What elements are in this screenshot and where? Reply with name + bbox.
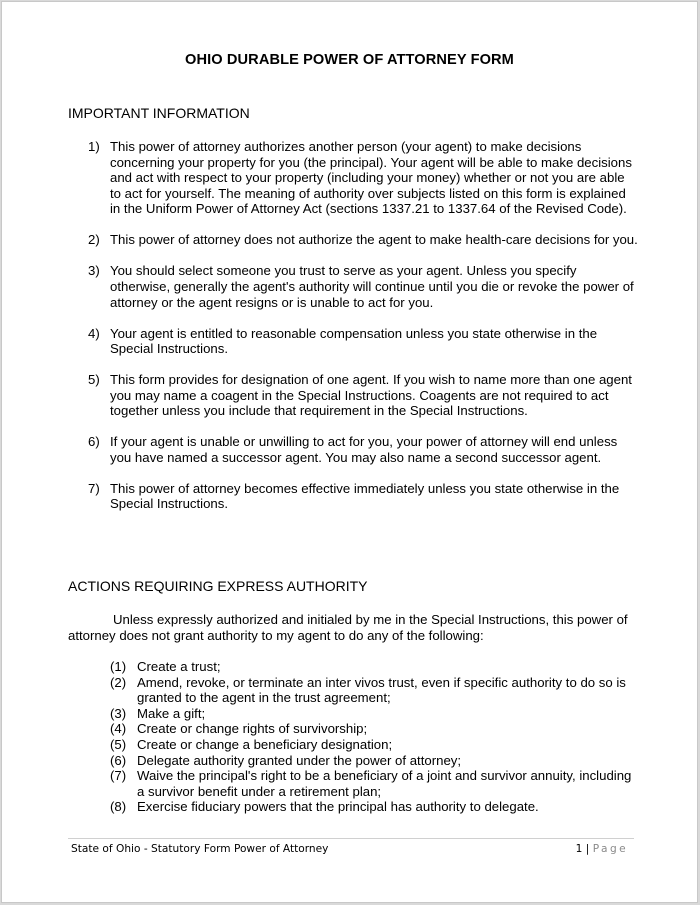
item-text: Make a gift;	[137, 705, 206, 721]
document-page	[1, 1, 698, 903]
item-number: (1)	[110, 659, 127, 674]
item-number: 4)	[88, 325, 100, 341]
item-number: (8)	[110, 799, 127, 815]
list-item	[110, 799, 635, 815]
important-information-list	[68, 139, 638, 527]
item-number: (3)	[110, 705, 127, 721]
list-item	[68, 434, 638, 465]
item-text: Your agent is entitled to reasonable compensation unless you state otherwise in the Special Instructions.	[110, 325, 598, 357]
item-number: 6)	[88, 434, 100, 450]
item-text: If your agent is unable or unwilling to act for you, your power of attorney will end unless you have named a successor agent. You may also name a second successor agent.	[110, 434, 618, 465]
list-item	[110, 768, 635, 799]
item-number: (5)	[110, 736, 127, 752]
item-number: 5)	[88, 372, 100, 388]
list-item	[110, 706, 635, 722]
item-number: (4)	[110, 721, 127, 737]
item-text: Delegate authority granted under the power of attorney;	[137, 752, 462, 768]
list-item	[110, 753, 635, 769]
item-text: Exercise fiduciary powers that the principal has authority to delegate.	[137, 799, 539, 815]
footer-document-name: State of Ohio - Statutory Form Power of Attorney	[71, 843, 329, 855]
actions-intro-paragraph: Unless expressly authorized and initialed by me in the Special Instructions, this power of attorney does not grant authority to my agent to do any of the following:	[68, 612, 628, 643]
item-text: Create or change rights of survivorship;	[137, 721, 368, 737]
important-information-heading: IMPORTANT INFORMATION	[68, 105, 250, 121]
footer-page-number	[576, 842, 628, 858]
list-item	[110, 737, 635, 753]
item-number: (2)	[110, 674, 127, 690]
actions-requiring-authority-heading: ACTIONS REQUIRING EXPRESS AUTHORITY	[68, 578, 368, 594]
item-text: Create or change a beneficiary designation;	[137, 736, 393, 752]
page-label: Page	[592, 843, 628, 855]
list-item	[68, 372, 638, 419]
item-number: 7)	[88, 480, 100, 496]
list-item	[110, 675, 635, 706]
list-item	[68, 481, 638, 512]
item-text: This form provides for designation of one agent. If you wish to name more than one agent you may name a coagent in the Special Instructions. Coagents are not required to act together unless you include that requirement in the Special Instructions.	[110, 372, 632, 419]
item-number: 3)	[88, 263, 100, 279]
page-number: 1	[575, 843, 583, 855]
list-item	[68, 263, 638, 310]
list-item	[68, 139, 638, 217]
list-item	[68, 232, 638, 248]
item-text: Amend, revoke, or terminate an inter vivos trust, even if specific authority to do so is granted to the agent in the trust agreement;	[137, 674, 626, 706]
document-title: OHIO DURABLE POWER OF ATTORNEY FORM	[185, 52, 514, 68]
item-number: (7)	[110, 768, 127, 784]
item-text: You should select someone you trust to serve as your agent. Unless you specify otherwise, generally the agent's authority will continue until you die or revoke the power of attorney or the agent resigns or is unable to act for you.	[110, 263, 634, 310]
list-item	[68, 326, 638, 357]
item-text: Create a trust;	[137, 659, 221, 674]
item-text: This power of attorney authorizes another person (your agent) to make decisions concerning your property for you (the principal). Your agent will be able to make decisions and act with respect to your property (including your money) whether or not you are able to act for yourself. The meaning of authority over subjects listed on this form is explained in the Uniform Power of Attorney Act (sections 1337.21 to 1337.64 of the Revised Code).	[110, 139, 632, 217]
item-number: 1)	[88, 139, 100, 154]
item-number: 2)	[88, 232, 100, 248]
item-text: This power of attorney becomes effective immediately unless you state otherwise in the Special Instructions.	[110, 480, 620, 512]
actions-list	[110, 659, 635, 815]
list-item	[110, 721, 635, 737]
item-number: (6)	[110, 752, 127, 768]
footer-divider	[68, 838, 634, 839]
list-item	[110, 659, 635, 675]
item-text: This power of attorney does not authorize the agent to make health-care decisions for you.	[110, 232, 638, 248]
page-separator: |	[585, 843, 590, 855]
item-text: Waive the principal's right to be a beneficiary of a joint and survivor annuity, including a survivor benefit under a retirement plan;	[137, 768, 632, 799]
